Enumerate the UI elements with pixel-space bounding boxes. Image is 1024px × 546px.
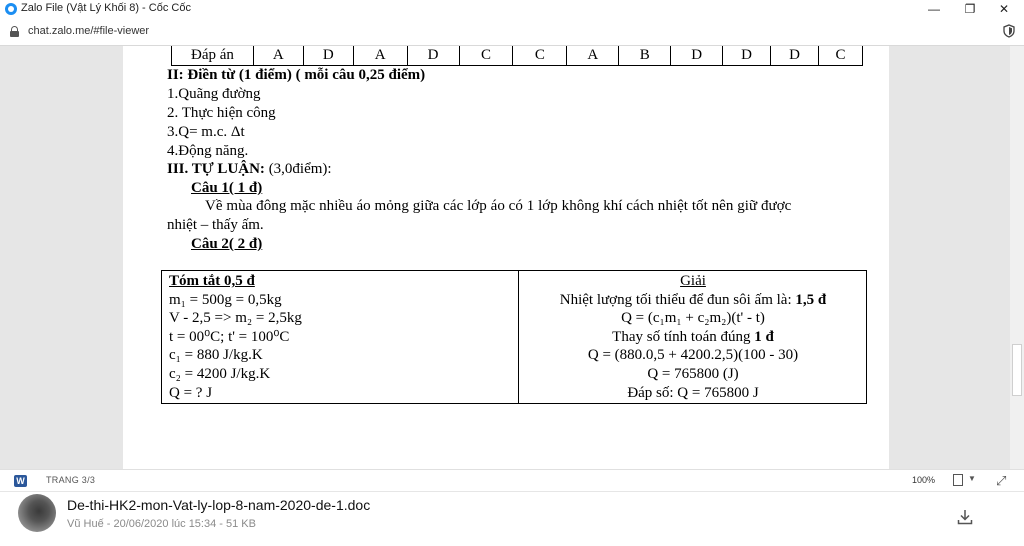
shield-icon[interactable] [1003, 24, 1015, 38]
section3-heading-rest: (3,0điểm): [264, 161, 332, 177]
answer-cell: C [513, 46, 567, 66]
question1-answer-line2: nhiệt – thấy ấm. [167, 217, 264, 233]
section3-heading [167, 160, 332, 178]
answer-cell: D [407, 46, 459, 66]
fill-item: 1.Quãng đường [167, 86, 261, 102]
answer-cell: D [671, 46, 723, 66]
coccoc-app-icon [5, 3, 17, 15]
solution-line: Q = 765800 (J) [647, 365, 739, 382]
answer-cell: B [619, 46, 671, 66]
file-name: De-thi-HK2-mon-Vat-ly-lop-8-nam-2020-de-1.doc [67, 497, 371, 513]
document-viewer[interactable] [0, 46, 1024, 469]
fill-item: 4.Động năng. [167, 143, 249, 159]
address-bar [0, 18, 1024, 46]
answer-table [171, 46, 863, 66]
answer-cell: D [771, 46, 819, 66]
vertical-scrollbar[interactable] [1010, 46, 1024, 469]
solution-line1-score: 1,5 đ [795, 291, 827, 308]
solution-line3-text: Thay số tính toán đúng [612, 328, 755, 345]
chevron-down-icon[interactable]: ▼ [968, 474, 976, 483]
answer-cell: D [303, 46, 353, 66]
answer-cell: D [723, 46, 771, 66]
section2-heading: II: Điền từ (1 điểm) ( mỗi câu 0,25 điểm) [167, 67, 426, 83]
answer-label: Đáp án [172, 46, 254, 66]
minimize-button[interactable]: — [928, 2, 940, 16]
answer-cell: A [567, 46, 619, 66]
file-info-bar [0, 491, 1024, 546]
zoom-level[interactable]: 100% [912, 475, 936, 485]
solution-title: Giải [680, 273, 706, 289]
url-field[interactable]: chat.zalo.me/#file-viewer [28, 25, 150, 37]
solution-line: Q = (c₁m₁ + c₂m₂)(t' - t) [621, 310, 765, 327]
scrollbar-thumb[interactable] [1012, 344, 1022, 396]
window-titlebar [0, 0, 1024, 18]
question1-title: Câu 1( 1 đ) [191, 180, 263, 196]
avatar [18, 494, 56, 532]
lock-icon[interactable] [10, 26, 19, 37]
summary-line: c₁ = 880 J/kg.K [169, 347, 263, 364]
summary-line: m₁ = 500g = 0,5kg [169, 291, 282, 308]
window-title: Zalo File (Vật Lý Khối 8) - Cốc Cốc [21, 2, 191, 14]
summary-line: c₂ = 4200 J/kg.K [169, 365, 271, 382]
summary-line: Q = ? J [169, 384, 213, 401]
solution-line [519, 328, 867, 347]
file-meta: Vũ Huế - 20/06/2020 lúc 15:34 - 51 KB [67, 518, 256, 530]
summary-line: V - 2,5 => m₂ = 2,5kg [169, 310, 302, 327]
maximize-button[interactable]: ❐ [964, 2, 976, 16]
word-doc-icon: W [14, 475, 27, 487]
solution-table [161, 270, 867, 404]
answer-cell: A [353, 46, 407, 66]
answer-cell: C [818, 46, 862, 66]
section3-heading-bold: III. TỰ LUẬN: [167, 161, 265, 177]
viewer-status-bar [0, 469, 1024, 491]
question1-answer-line1: Về mùa đông mặc nhiều áo mỏng giữa các lớp áo có 1 lớp không khí cách nhiệt tốt nên giữ được [205, 198, 792, 214]
page-indicator: TRANG 3/3 [46, 475, 96, 485]
solution-line [519, 291, 867, 310]
solution-line3-score: 1 đ [754, 328, 774, 345]
close-button[interactable]: ✕ [998, 2, 1010, 16]
page-view-icon[interactable] [953, 474, 963, 486]
fullscreen-icon[interactable]: ⤢ [996, 473, 1007, 488]
summary-line: t = 00⁰C; t' = 100⁰C [169, 328, 290, 345]
summary-title: Tóm tắt 0,5 đ [169, 273, 255, 289]
download-icon[interactable] [956, 508, 974, 526]
fill-item: 3.Q= m.c. Δt [167, 124, 245, 140]
answer-cell: A [253, 46, 303, 66]
summary-column [169, 272, 514, 402]
document-page [123, 46, 889, 469]
solution-line: Đáp số: Q = 765800 J [627, 384, 759, 401]
fill-item: 2. Thực hiện công [167, 105, 276, 121]
answer-row [172, 46, 863, 66]
solution-line: Q = (880.0,5 + 4200.2,5)(100 - 30) [587, 347, 799, 364]
solution-line1-text: Nhiệt lượng tối thiểu để đun sôi ấm là: [559, 291, 796, 308]
solution-column [519, 272, 867, 402]
answer-cell: C [459, 46, 513, 66]
question2-title: Câu 2( 2 đ) [191, 236, 263, 252]
